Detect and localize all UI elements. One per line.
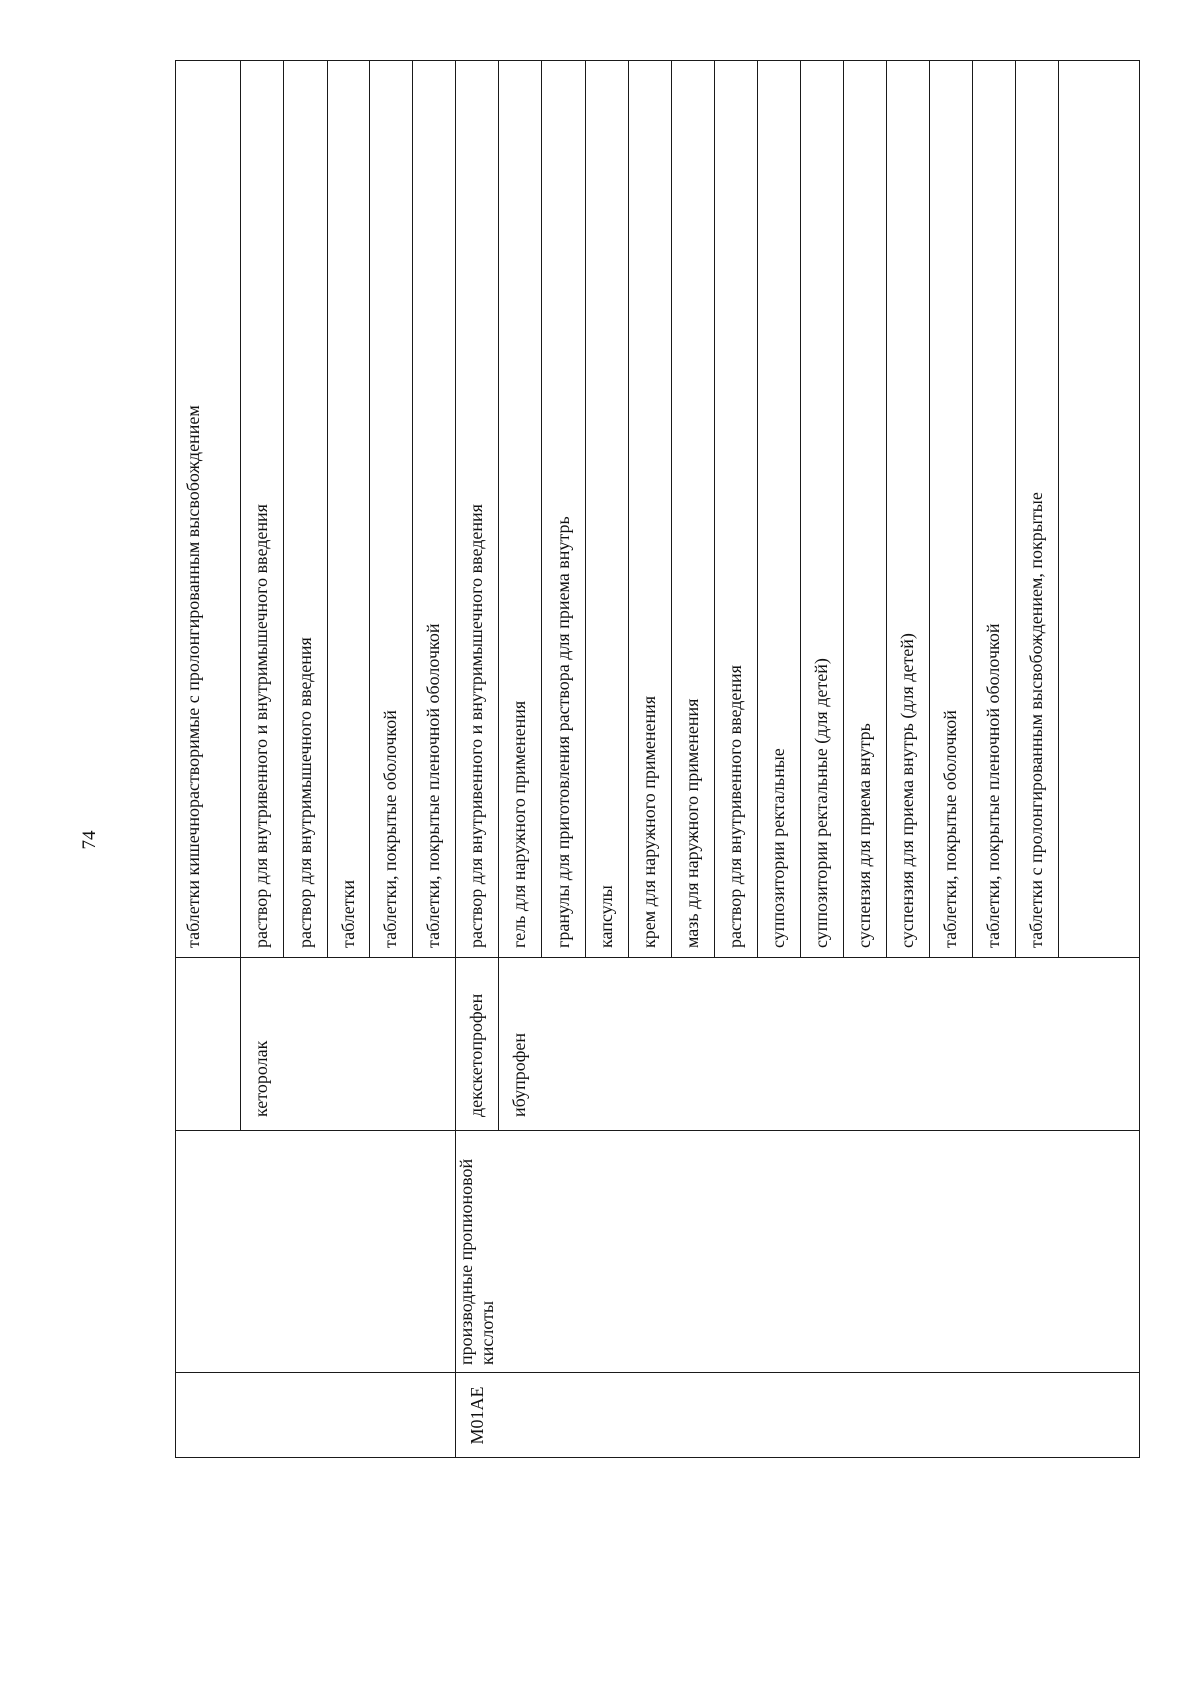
pharmacological-group: производные пропионовой кислоты	[456, 1158, 497, 1365]
column-divider-name	[175, 957, 1140, 958]
dosage-form-cell: раствор для внутривенного и внутримышечного введения	[466, 504, 487, 948]
dosage-form-cell: таблетки, покрытые оболочкой	[940, 710, 961, 948]
table-border-left	[175, 1457, 1140, 1458]
dosage-form-cell: капсулы	[596, 885, 617, 948]
dosage-form-cell: таблетки, покрытые пленочной оболочкой	[423, 623, 444, 948]
dosage-form-cell: таблетки, покрытые оболочкой	[380, 710, 401, 948]
dosage-form-cell: гранулы для приготовления раствора для приема внутрь	[552, 516, 573, 948]
dosage-form-cell: раствор для внутривенного и внутримышечного введения	[251, 504, 272, 948]
drug-name: кеторолак	[251, 1040, 272, 1117]
dosage-form-cell: раствор для внутримышечного введения	[294, 637, 315, 948]
atc-code: M01AE	[466, 1386, 487, 1445]
dosage-form-cell: крем для наружного применения	[639, 695, 660, 948]
page-number: 74	[79, 830, 100, 850]
drug-name: ибупрофен	[509, 1032, 530, 1117]
dosage-form-cell: суспензия для приема внутрь	[854, 723, 875, 948]
dosage-form-cell: суспензия для приема внутрь (для детей)	[897, 633, 918, 948]
dosage-form-cell: таблетки с пролонгированным высвобождением, покрытые	[1026, 492, 1047, 948]
dosage-form-cell: гель для наружного применения	[509, 700, 530, 948]
table-border-bottom	[1139, 60, 1140, 1458]
drug-forms-table	[175, 60, 1140, 1458]
row-divider	[1058, 60, 1059, 958]
dosage-form-cell: таблетки, покрытые пленочной оболочкой	[983, 623, 1004, 948]
dosage-form-cell: суппозитории ректальные (для детей)	[811, 658, 832, 948]
dosage-form-cell: таблетки	[337, 879, 358, 948]
column-divider-code	[175, 1372, 1140, 1373]
dosage-form-cell: мазь для наружного применения	[682, 698, 703, 948]
dosage-form-cell: таблетки кишечнорастворимые с пролонгированным высвобождением	[183, 405, 203, 948]
dosage-form-cell: раствор для внутривенного введения	[725, 665, 746, 948]
dosage-form-cell: суппозитории ректальные	[768, 748, 789, 948]
column-divider-group	[175, 1130, 1140, 1131]
drug-name: декскетопрофен	[466, 993, 487, 1117]
